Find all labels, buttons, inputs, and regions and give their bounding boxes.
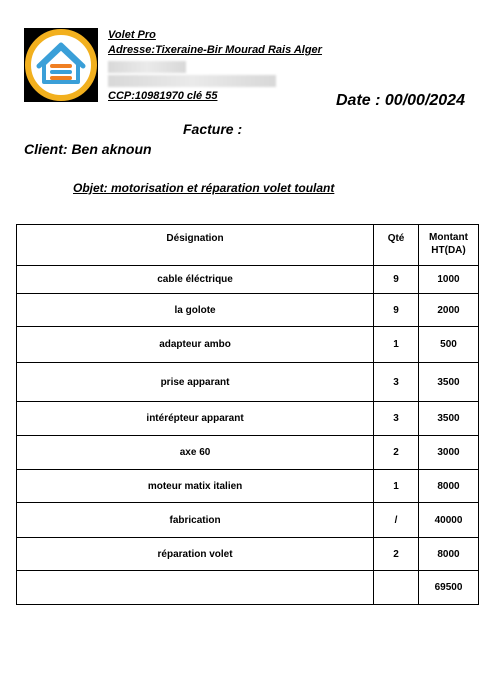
company-logo	[24, 28, 98, 102]
cell-designation: la golote	[17, 294, 374, 327]
header-qte: Qté	[374, 225, 419, 266]
cell-montant: 40000	[419, 503, 479, 538]
cell-designation: intérépteur apparant	[17, 402, 374, 436]
company-address: Adresse:Tixeraine-Bir Mourad Rais Alger	[108, 44, 322, 56]
redacted-field	[108, 75, 276, 87]
header-designation: Désignation	[17, 225, 374, 266]
table-row	[17, 294, 479, 327]
table-row	[17, 436, 479, 470]
company-name: Volet Pro	[108, 29, 156, 41]
cell-qte: 2	[374, 538, 419, 571]
cell-montant: 3500	[419, 402, 479, 436]
cell-designation: réparation volet	[17, 538, 374, 571]
cell-empty	[17, 571, 374, 605]
cell-designation: cable éléctrique	[17, 266, 374, 294]
cell-montant: 1000	[419, 266, 479, 294]
redacted-field	[108, 61, 186, 73]
company-ccp: CCP:10981970 clé 55	[108, 90, 218, 102]
company-info	[108, 28, 322, 104]
cell-qte: 3	[374, 363, 419, 402]
cell-empty	[374, 571, 419, 605]
cell-qte: 9	[374, 266, 419, 294]
cell-qte: 2	[374, 436, 419, 470]
client-name: Client: Ben aknoun	[24, 141, 152, 157]
cell-qte: 1	[374, 470, 419, 503]
cell-montant: 8000	[419, 470, 479, 503]
cell-qte: 9	[374, 294, 419, 327]
total-amount: 69500	[419, 571, 479, 605]
invoice-title: Facture :	[183, 121, 243, 137]
table-header-row	[17, 225, 479, 266]
table-row	[17, 470, 479, 503]
table-row	[17, 402, 479, 436]
cell-qte: 1	[374, 327, 419, 363]
table-row	[17, 503, 479, 538]
invoice-subject: Objet: motorisation et réparation volet toulant	[73, 181, 335, 195]
cell-designation: adapteur ambo	[17, 327, 374, 363]
cell-designation: prise apparant	[17, 363, 374, 402]
header-montant: Montant HT(DA)	[419, 225, 479, 266]
cell-montant: 8000	[419, 538, 479, 571]
table-row	[17, 363, 479, 402]
invoice-table	[16, 224, 479, 605]
table-total-row	[17, 571, 479, 605]
cell-montant: 3000	[419, 436, 479, 470]
cell-montant: 3500	[419, 363, 479, 402]
cell-montant: 2000	[419, 294, 479, 327]
cell-qte: /	[374, 503, 419, 538]
cell-designation: axe 60	[17, 436, 374, 470]
cell-montant: 500	[419, 327, 479, 363]
table-row	[17, 266, 479, 294]
invoice-date: Date : 00/00/2024	[336, 92, 465, 109]
cell-qte: 3	[374, 402, 419, 436]
table-row	[17, 538, 479, 571]
house-logo-icon	[24, 28, 98, 102]
table-row	[17, 327, 479, 363]
cell-designation: moteur matix italien	[17, 470, 374, 503]
cell-designation: fabrication	[17, 503, 374, 538]
